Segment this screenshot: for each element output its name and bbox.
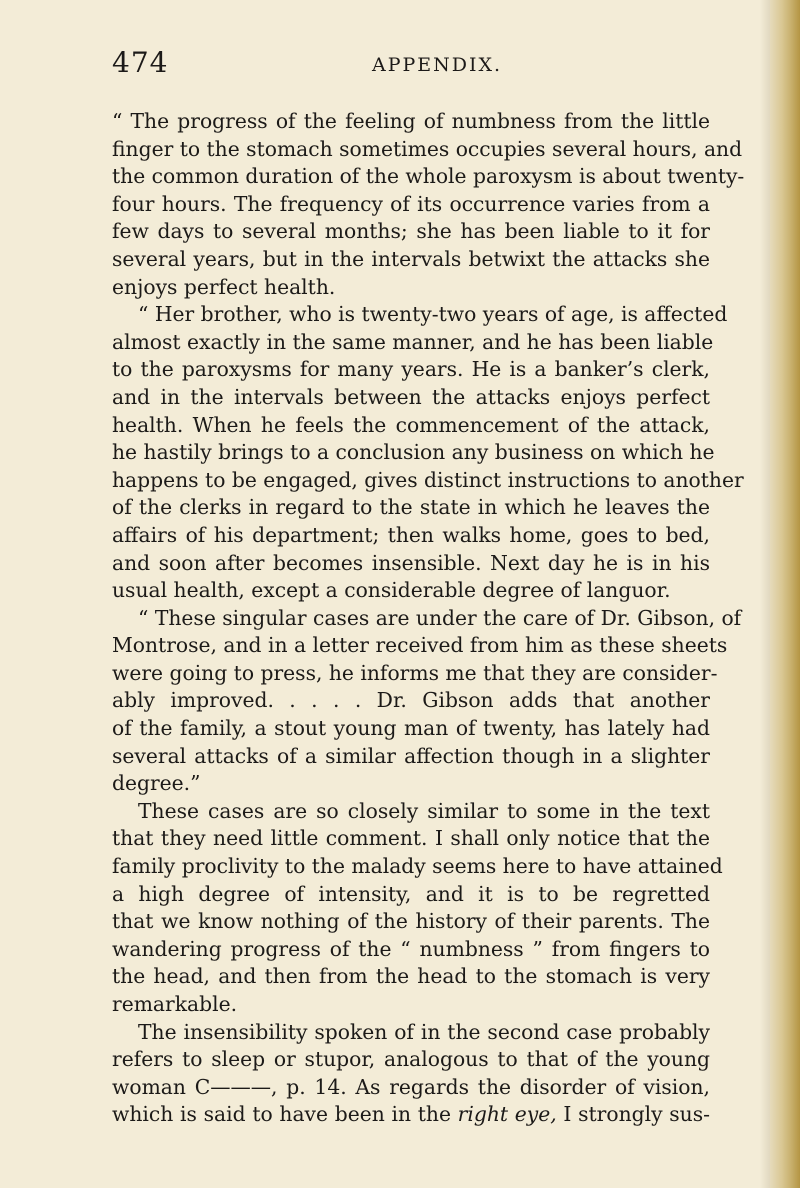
italic-phrase: right eye, [457, 1102, 557, 1127]
text-line: The insensibility spoken of in the second case probably [138, 1019, 710, 1044]
text-line: that they need little comment. I shall only notice that the [112, 826, 710, 851]
text-line: health. When he feels the commencement of the attack, [112, 412, 710, 437]
text-line: happens to be engaged, gives distinct instructions to another [112, 467, 744, 492]
text-segment: I strongly sus- [563, 1102, 711, 1127]
text-line: wandering progress of the “ numbness ” from fingers to [112, 936, 710, 961]
text-line: ably improved. . . . . Dr. Gibson adds that another [112, 688, 710, 713]
text-line: woman C———, p. 14. As regards the disorder of vision, [112, 1074, 710, 1099]
text-line-mixed [112, 1101, 710, 1129]
text-line: degree.” [112, 771, 201, 796]
text-line: Montrose, and in a letter received from him as these sheets [112, 633, 728, 658]
text-line: and in the intervals between the attacks enjoys perfect [112, 384, 710, 409]
text-line: “ These singular cases are under the care of Dr. Gibson, of [138, 605, 742, 630]
text-line: and soon after becomes insensible. Next day he is in his [112, 550, 710, 575]
text-line: These cases are so closely similar to some in the text [138, 798, 710, 823]
page-edge [770, 0, 800, 1188]
text-line: a high degree of intensity, and it is to be regretted [112, 881, 710, 906]
text-line: several attacks of a similar affection though in a slighter [112, 743, 710, 768]
body-text [112, 108, 745, 1129]
text-line: that we know nothing of the history of their parents. The [112, 909, 710, 934]
text-line: “ Her brother, who is twenty-two years of age, is affected [138, 302, 728, 327]
text-line: few days to several months; she has been liable to it for [112, 219, 710, 244]
text-line: finger to the stomach sometimes occupies several hours, and [112, 136, 743, 161]
page-number: 474 [112, 46, 169, 79]
text-line: almost exactly in the same manner, and he has been liable [112, 329, 714, 354]
text-line: of the family, a stout young man of twenty, has lately had [112, 716, 710, 741]
text-line: were going to press, he informs me that they are consider- [112, 660, 718, 685]
text-line: enjoys perfect health. [112, 274, 336, 299]
text-line: usual health, except a considerable degree of languor. [112, 578, 671, 603]
text-line: four hours. The frequency of its occurrence varies from a [112, 191, 710, 216]
text-line: to the paroxysms for many years. He is a banker’s clerk, [112, 357, 710, 382]
text-line: the head, and then from the head to the stomach is very [112, 964, 710, 989]
text-line: remarkable. [112, 992, 238, 1016]
text-line: the common duration of the whole paroxysm is about twenty- [112, 164, 745, 189]
text-line: he hastily brings to a conclusion any business on which he [112, 440, 715, 465]
text-line: refers to sleep or stupor, analogous to that of the young [112, 1047, 710, 1072]
page-header [112, 46, 712, 96]
text-line: family proclivity to the malady seems here to have attained [112, 854, 723, 879]
text-line: of the clerks in regard to the state in which he leaves the [112, 495, 710, 520]
page-edge-shadow [760, 0, 770, 1188]
text-line: affairs of his department; then walks home, goes to bed, [112, 522, 710, 547]
text-line: “ The progress of the feeling of numbness from the little [112, 109, 710, 133]
running-head: APPENDIX. [372, 54, 503, 76]
text-segment: which is said to have been in the [112, 1102, 451, 1127]
text-line: several years, but in the intervals betwixt the attacks she [112, 246, 710, 271]
